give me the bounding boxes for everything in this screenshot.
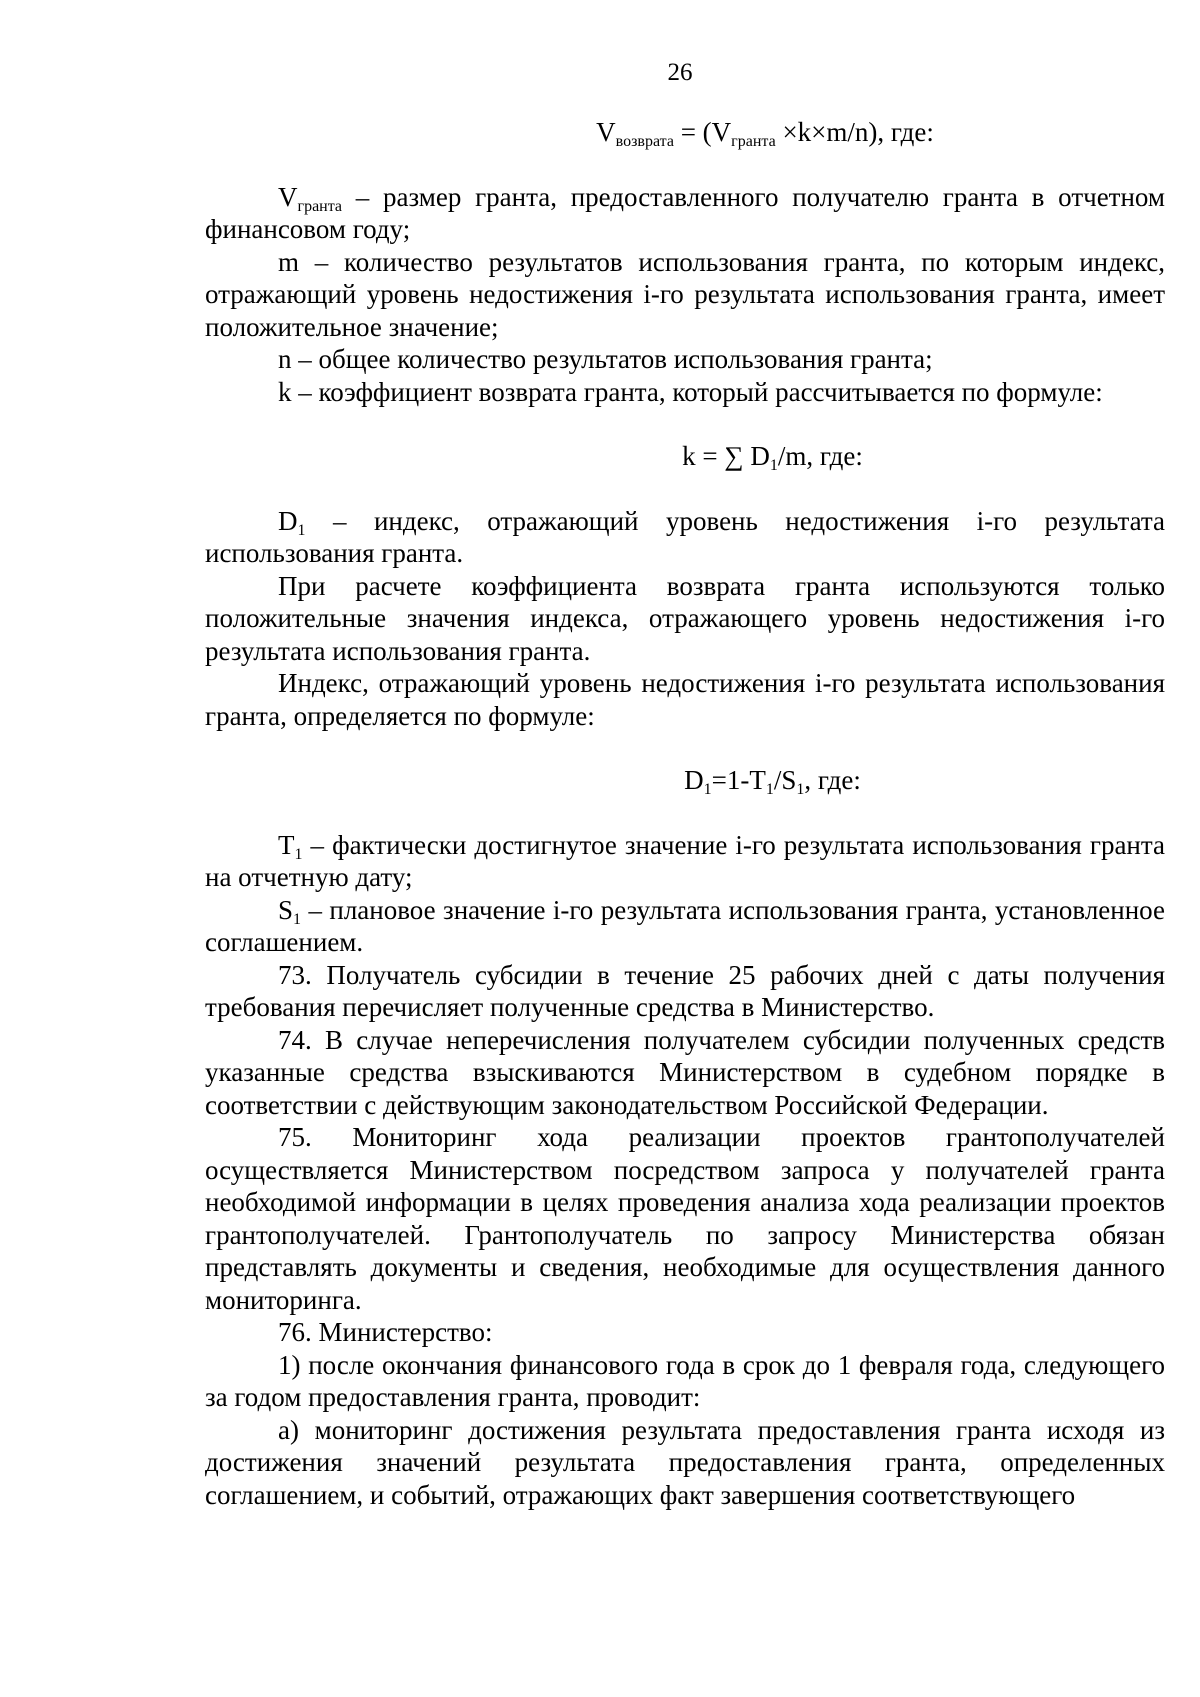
paragraph-index: Индекс, отражающий уровень недостижения i-го результата использования гранта, определяется по формуле:: [205, 668, 1165, 731]
formula-d1-t-sub: 1: [765, 781, 774, 798]
definition-vgrant: [205, 181, 1165, 246]
item-76-1-a: а) мониторинг достижения результата предоставления гранта исходя из достижения значений результата предоставления гранта, определенных соглашением, и событий, отражающих факт завершения соответствующего: [205, 1414, 1165, 1510]
s1-symbol: S: [278, 894, 294, 925]
t1-symbol: T: [278, 829, 295, 860]
formula-d1-post: , где:: [804, 765, 861, 795]
t1-subscript: 1: [294, 845, 303, 863]
formula-k-subscript: 1: [769, 457, 778, 474]
item-74: 74. В случае неперечисления получателем субсидии полученных средств указанные средства взыскиваются Министерством в судебном порядке в соответствии с действующим законодательством Российской Федерации.: [205, 1024, 1165, 1120]
d1-subscript: 1: [297, 521, 306, 539]
definition-d1: [205, 505, 1165, 570]
vgrant-text: – размер гранта, предоставленного получателю гранта в отчетном финансовом году;: [205, 181, 1165, 244]
formula-d1-s-sub: 1: [796, 781, 805, 798]
formula-d1-mid1: =1-T: [711, 765, 766, 795]
vgrant-subscript: гранта: [297, 197, 343, 215]
formula-d1-mid2: /S: [773, 765, 797, 795]
s1-subscript: 1: [293, 910, 302, 928]
definition-k: k – коэффициент возврата гранта, который рассчитывается по формуле:: [278, 376, 1103, 407]
formula-k-post: /m, где:: [777, 441, 863, 471]
t1-text: – фактически достигнутое значение i-го результата использования гранта на отчетную дату;: [205, 829, 1165, 892]
formula-vgrant-subscript: гранта: [731, 133, 776, 150]
formula-vgrant-symbol: V: [711, 117, 732, 147]
formula-v-symbol: V: [596, 117, 616, 147]
paragraph-calculation: При расчете коэффициента возврата гранта используются только положительные значения индекса, отражающего уровень недостижения i-го результата использования гранта.: [205, 570, 1165, 666]
document-body: [205, 116, 1165, 1511]
definition-n: n – общее количество результатов использования гранта;: [278, 344, 933, 374]
definition-s1: [205, 894, 1165, 959]
page-number: 26: [667, 59, 693, 86]
item-73: 73. Получатель субсидии в течение 25 рабочих дней с даты получения требования перечисляет полученные средства в Министерство.: [205, 959, 1165, 1022]
definition-t1: [205, 829, 1165, 894]
formula-d1-d: D: [684, 765, 704, 795]
formula-equals: = (: [673, 117, 712, 147]
d1-symbol: D: [278, 505, 298, 536]
formula-k: [380, 440, 1165, 473]
formula-d1-d-sub: 1: [703, 781, 712, 798]
d1-text: – индекс, отражающий уровень недостижения i-го результата использования гранта.: [205, 505, 1165, 568]
formula-return-volume: [365, 116, 1165, 149]
s1-text: – плановое значение i-го результата использования гранта, установленное соглашением.: [205, 894, 1165, 957]
formula-v-subscript: возврата: [615, 133, 674, 150]
definition-m: m – количество результатов использования гранта, по которым индекс, отражающий уровень недостижения i-го результата использования гранта, имеет положительное значение;: [205, 246, 1165, 342]
item-75: 75. Мониторинг хода реализации проектов грантополучателей осуществляется Министерством посредством запроса у получателей гранта необходимой информации в целях проведения анализа хода реализации проектов грантополучателей. Грантополучатель по запросу Министерства обязан представлять документы и сведения, необходимые для осуществления данного мониторинга.: [205, 1122, 1165, 1315]
item-76-1: 1) после окончания финансового года в срок до 1 февраля года, следующего за годом предоставления гранта, проводит:: [205, 1349, 1165, 1412]
item-76: 76. Министерство:: [278, 1317, 493, 1347]
vgrant-symbol: V: [278, 181, 298, 212]
formula-d1: [380, 764, 1165, 797]
formula-k-pre: k = ∑ D: [682, 441, 770, 471]
formula-rest: ×k×m/n), где:: [775, 117, 934, 147]
